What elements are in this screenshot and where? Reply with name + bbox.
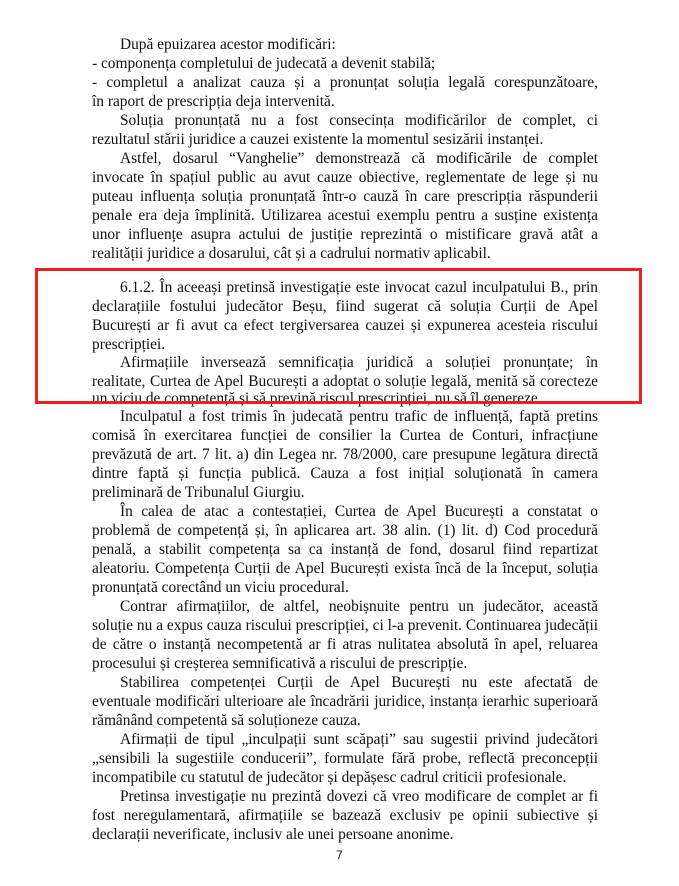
text-line: dintre faptă și funcția publică. Cauza a fost inițial soluționată în camera	[92, 465, 598, 482]
text-line: Astfel, dosarul “Vanghelie” demonstrează că modificările de complet	[120, 150, 598, 167]
text-line: rămânând competentă să soluționeze cauza.	[92, 712, 361, 729]
text-line: Stabilirea competenței Curții de Apel București nu este afectată de	[120, 674, 598, 691]
text-line: soluție nu a expus cauza riscului prescripției, ci l-a prevenit. Continuarea judecății	[92, 617, 598, 634]
text-line: unor influențe asupra actului de justiție reprezintă o mistificare gravă atât a	[92, 226, 598, 243]
text-line: București ar fi avut ca efect tergiversarea cauzei și expunerea acesteia riscului	[92, 317, 598, 334]
text-line: aleatoriu. Competența Curții de Apel București exista încă de la început, soluția	[92, 560, 598, 577]
text-line: în raport de prescripția deja intervenită.	[92, 93, 335, 110]
text-line: declarații neverificate, inclusiv ale unei persoane anonime.	[92, 826, 454, 843]
text-line: Pretinsa investigație nu prezintă dovezi că vreo modificare de complet ar fi	[120, 788, 598, 805]
text-line: După epuizarea acestor modificări:	[120, 36, 336, 53]
text-line: incompatibile cu statutul de judecător și depășesc cadrul criticii profesionale.	[92, 769, 567, 786]
text-line: prevăzută de art. 7 lit. a) din Legea nr. 78/2000, care presupune legătura directă	[92, 446, 598, 463]
text-line: fost neregulamentară, afirmațiile se bazează exclusiv pe opinii subiective și	[92, 807, 598, 824]
page-number: 7	[336, 848, 343, 862]
text-line: pronunțată corectând un viciu procedural.	[92, 579, 349, 596]
text-line: un viciu de competență și să prevină riscul prescripției, nu să îl genereze.	[92, 390, 542, 407]
text-line: Soluția pronunțată nu a fost consecința modificărilor de complet, ci	[120, 112, 598, 129]
text-line: - componența completului de judecată a devenit stabilă;	[92, 55, 436, 72]
text-line: problemă de competență și, în aplicarea art. 38 alin. (1) lit. d) Cod procedură	[92, 522, 598, 539]
text-line: penale era deja împlinită. Utilizarea acestui exemplu pentru a susține existența	[92, 207, 598, 224]
text-line: Afirmațiile inversează semnificația juridică a soluției pronunțate; în	[120, 354, 598, 371]
text-line: penală, a stabilit competența sa ca instanță de fond, dosarul fiind repartizat	[92, 541, 598, 558]
text-line: Contrar afirmațiilor, de altfel, neobișnuite pentru un judecător, această	[120, 598, 598, 615]
text-line: 6.1.2. În aceeași pretinsă investigație este invocat cazul inculpatului B., prin	[120, 279, 598, 296]
text-line: preliminară de Tribunalul Giurgiu.	[92, 484, 305, 501]
text-line: comisă în exercitarea funcției de consilier la Curtea de Conturi, infracțiune	[92, 427, 598, 444]
text-line: În calea de atac a contestației, Curtea de Apel București a constatat o	[120, 503, 598, 520]
text-line: invocate în spațiul public au avut cauze obiective, reglementate de lege și nu	[92, 169, 598, 186]
text-line: Afirmații de tipul „inculpații sunt scăpați” sau sugestii privind judecători	[120, 731, 598, 748]
text-line: de către o instanță necompetentă ar fi atras nulitatea absolută în apel, reluarea	[92, 636, 598, 653]
text-line: eventuale modificări ulterioare ale încadrării juridice, instanța ierarhic superioară	[92, 693, 598, 710]
text-line: realitate, Curtea de Apel București a adoptat o soluție legală, menită să corecteze	[92, 373, 598, 390]
text-line: realității juridice a dosarului, cât și a cadrului normativ aplicabil.	[92, 245, 491, 262]
text-line: procesului și creșterea semnificativă a riscului de prescripție.	[92, 655, 468, 672]
text-line: Inculpatul a fost trimis în judecată pentru trafic de influență, faptă pretins	[120, 408, 598, 425]
text-line: declarațiile fostului judecător Beșu, fiind sugerat că soluția Curții de Apel	[92, 298, 598, 315]
text-line: „sensibili la sugestiile conducerii”, formulate fără probe, reflectă preconcepții	[92, 750, 598, 767]
text-line: rezultatul stării juridice a cauzei existente la momentul sesizării instanței.	[92, 131, 544, 148]
text-line: - completul a analizat cauza și a pronunțat soluția legală corespunzătoare,	[92, 74, 598, 91]
text-line: puteau influența soluția pronunțată într-o cauză în care prescripția răspunderii	[92, 188, 598, 205]
text-line: prescripției.	[92, 336, 166, 353]
